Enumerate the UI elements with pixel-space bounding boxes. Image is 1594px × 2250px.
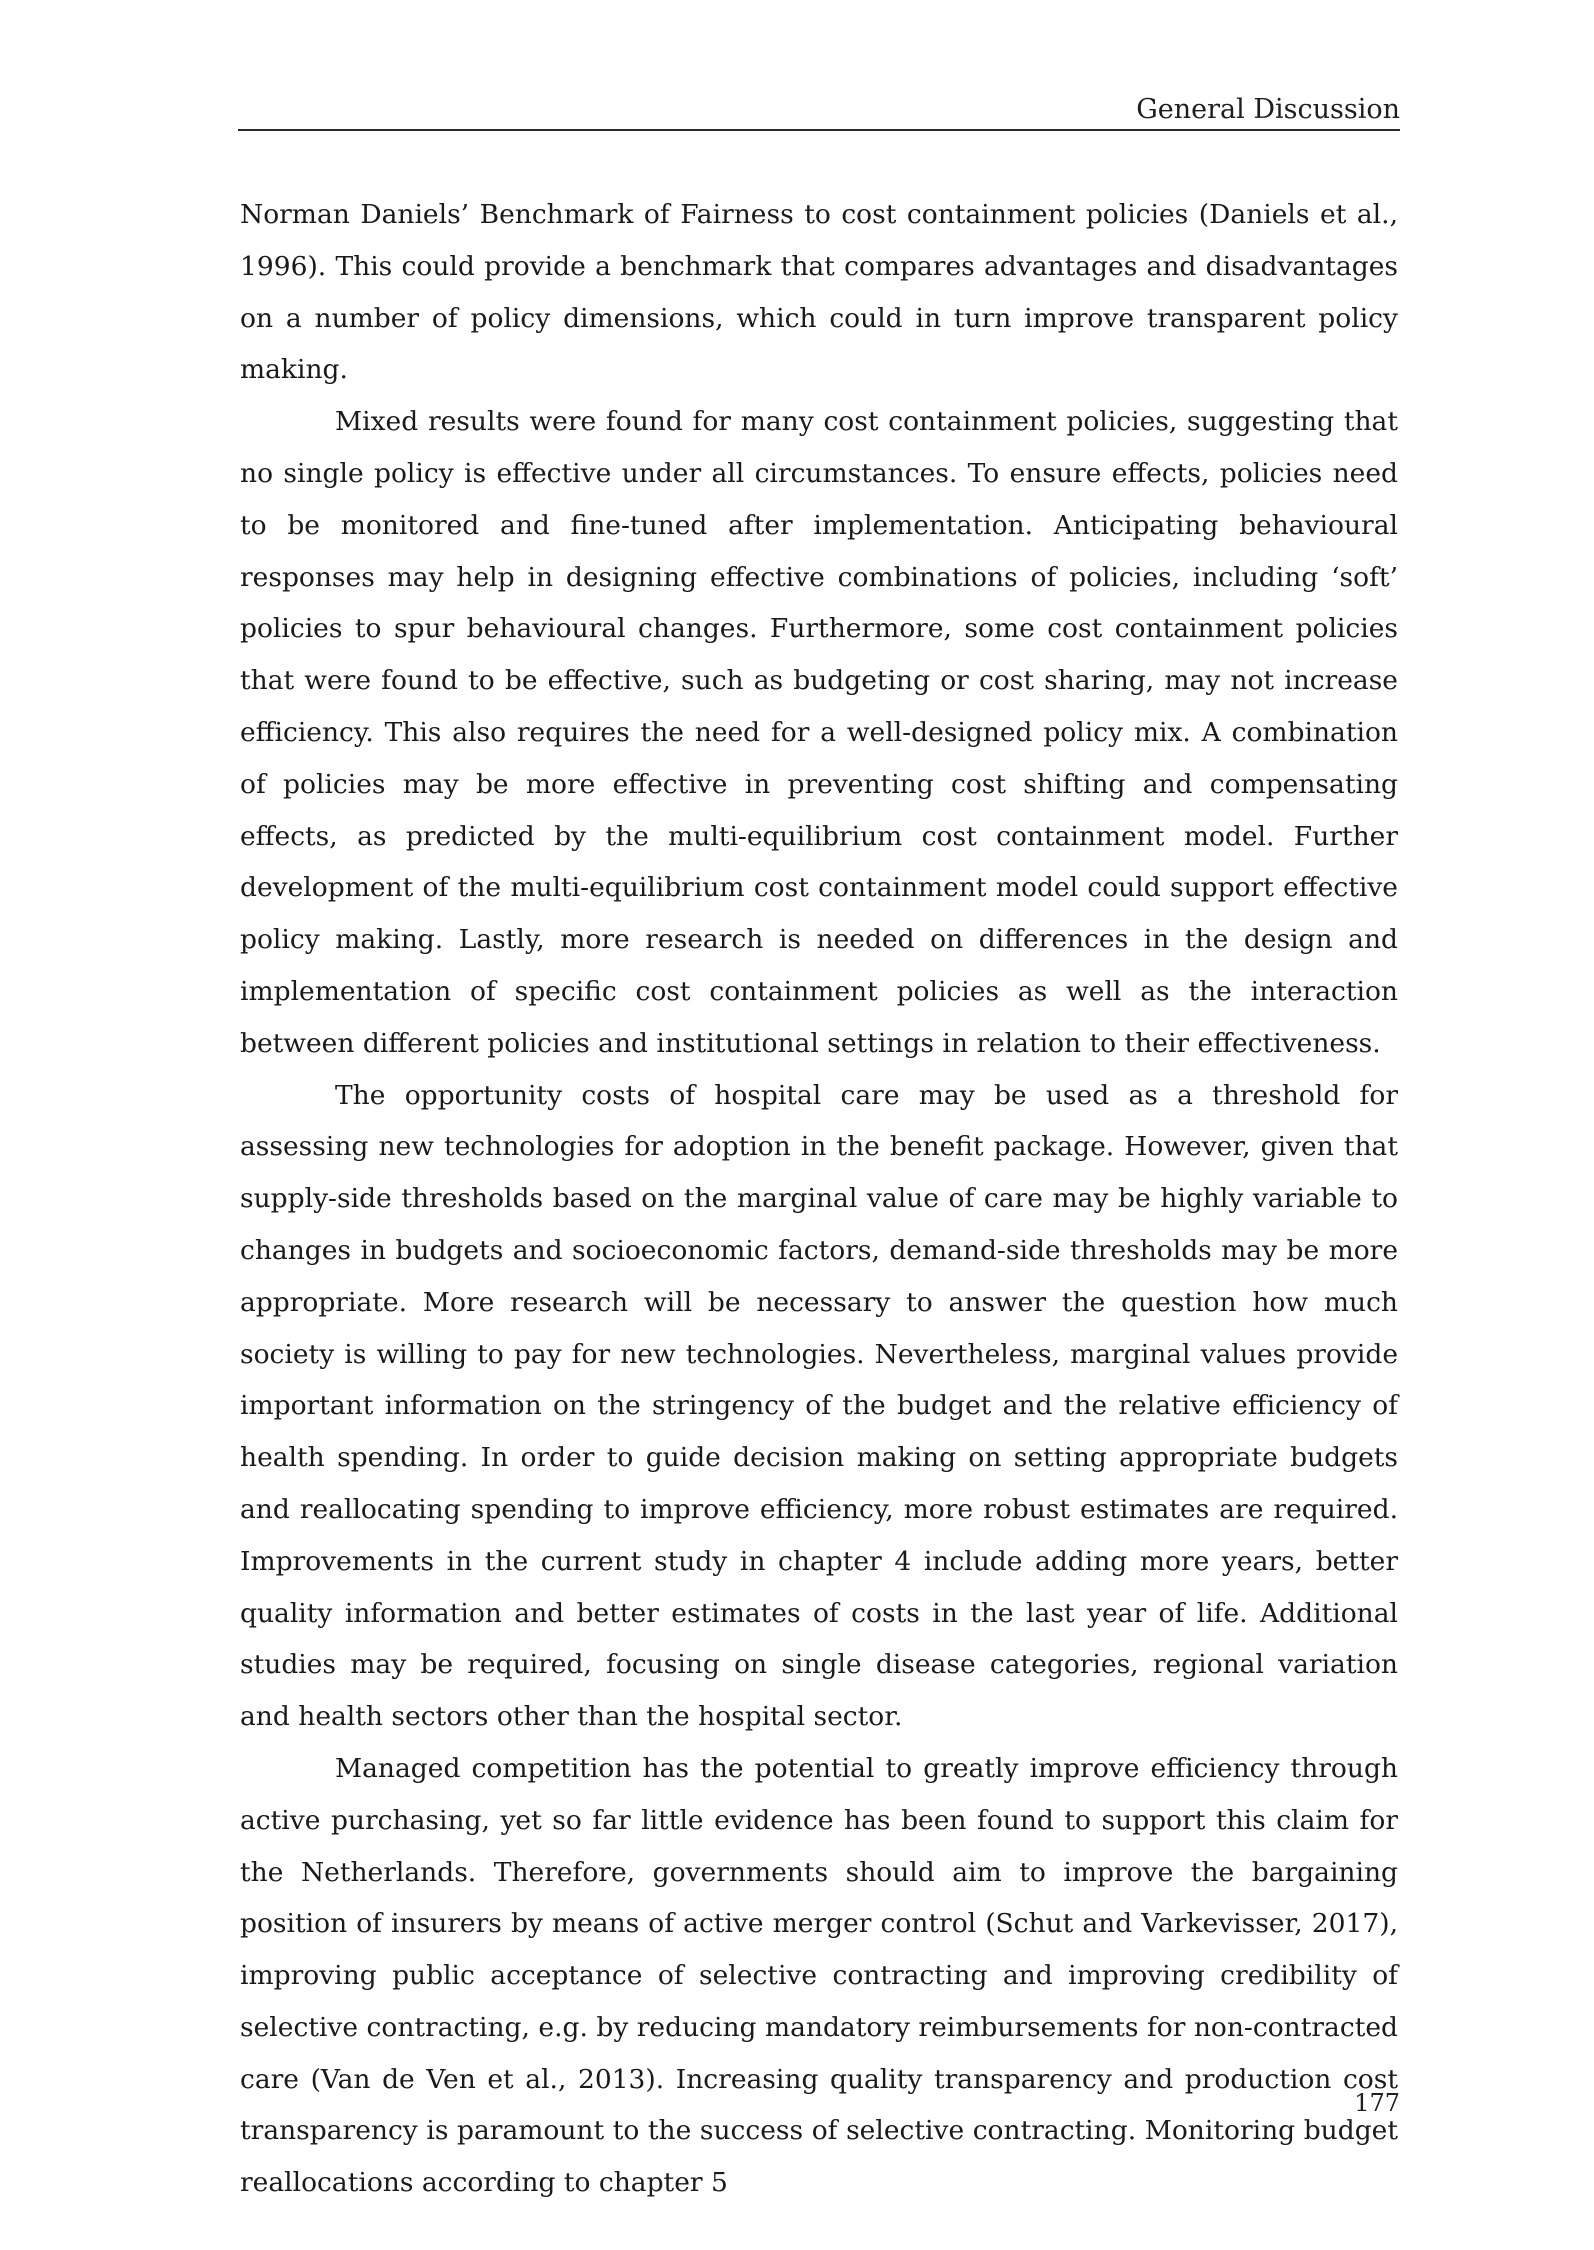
paragraph: The opportunity costs of hospital care may be used as a threshold for assessing new technologies for adoption in the benefit package. However, given that supply-side thresholds based on the marginal value of care may be highly variable to changes in budgets and socioeconomic factors, demand-side thresholds may be more appropriate. More research will be necessary to answer the question how much society is willing to pay for new technologies. Nevertheless, marginal values provide important information on the stringency of the budget and the relative efficiency of health spending. In order to guide decision making on setting appropriate budgets and reallocating spending to improve efficiency, more robust estimates are required. Improvements in the current study in chapter 4 include adding more years, better quality information and better estimates of costs in the last year of life. Additional studies may be required, focusing on single disease categories, regional variation and health sectors other than the hospital sector. xyxy=(240,1079,1398,1733)
paragraph: Managed competition has the potential to greatly improve efficiency through active purchasing, yet so far little evidence has been found to support this claim for the Netherlands. Therefore, governments should aim to improve the bargaining position of insurers by means of active merger control (Schut and Varkevisser, 2017), improving public acceptance of selective contracting and improving credibility of selective contracting, e.g. by reducing mandatory reimbursements for non-contracted care (Van de Ven et al., 2013). Increasing quality transparency and production cost transparency is paramount to the success of selective contracting. Monitoring budget reallocations according to chapter 5 xyxy=(240,1752,1398,2199)
running-header: General Discussion xyxy=(1136,94,1400,125)
paragraph-continuation: Norman Daniels’ Benchmark of Fairness to cost containment policies (Daniels et al., 1996). This could provide a benchmark that compares advantages and disadvantages on a number of policy dimensions, which could in turn improve transparent policy making. xyxy=(240,199,1398,386)
header-divider xyxy=(238,129,1400,131)
page-number: 177 xyxy=(1354,2089,1400,2117)
paragraph: Mixed results were found for many cost containment policies, suggesting that no single policy is effective under all circumstances. To ensure effects, policies need to be monitored and fine-tuned after implementation. Anticipating behavioural responses may help in designing effective combinations of policies, including ‘soft’ policies to spur behavioural changes. Furthermore, some cost containment policies that were found to be effective, such as budgeting or cost sharing, may not increase efficiency. This also requires the need for a well-designed policy mix. A combination of policies may be more effective in preventing cost shifting and compensating effects, as predicted by the multi-equilibrium cost containment model. Further development of the multi-equilibrium cost containment model could support effective policy making. Lastly, more research is needed on differences in the design and implementation of specific cost containment policies as well as the interaction between different policies and institutional settings in relation to their effectiveness. xyxy=(240,406,1398,1059)
body-text xyxy=(240,189,1398,2209)
